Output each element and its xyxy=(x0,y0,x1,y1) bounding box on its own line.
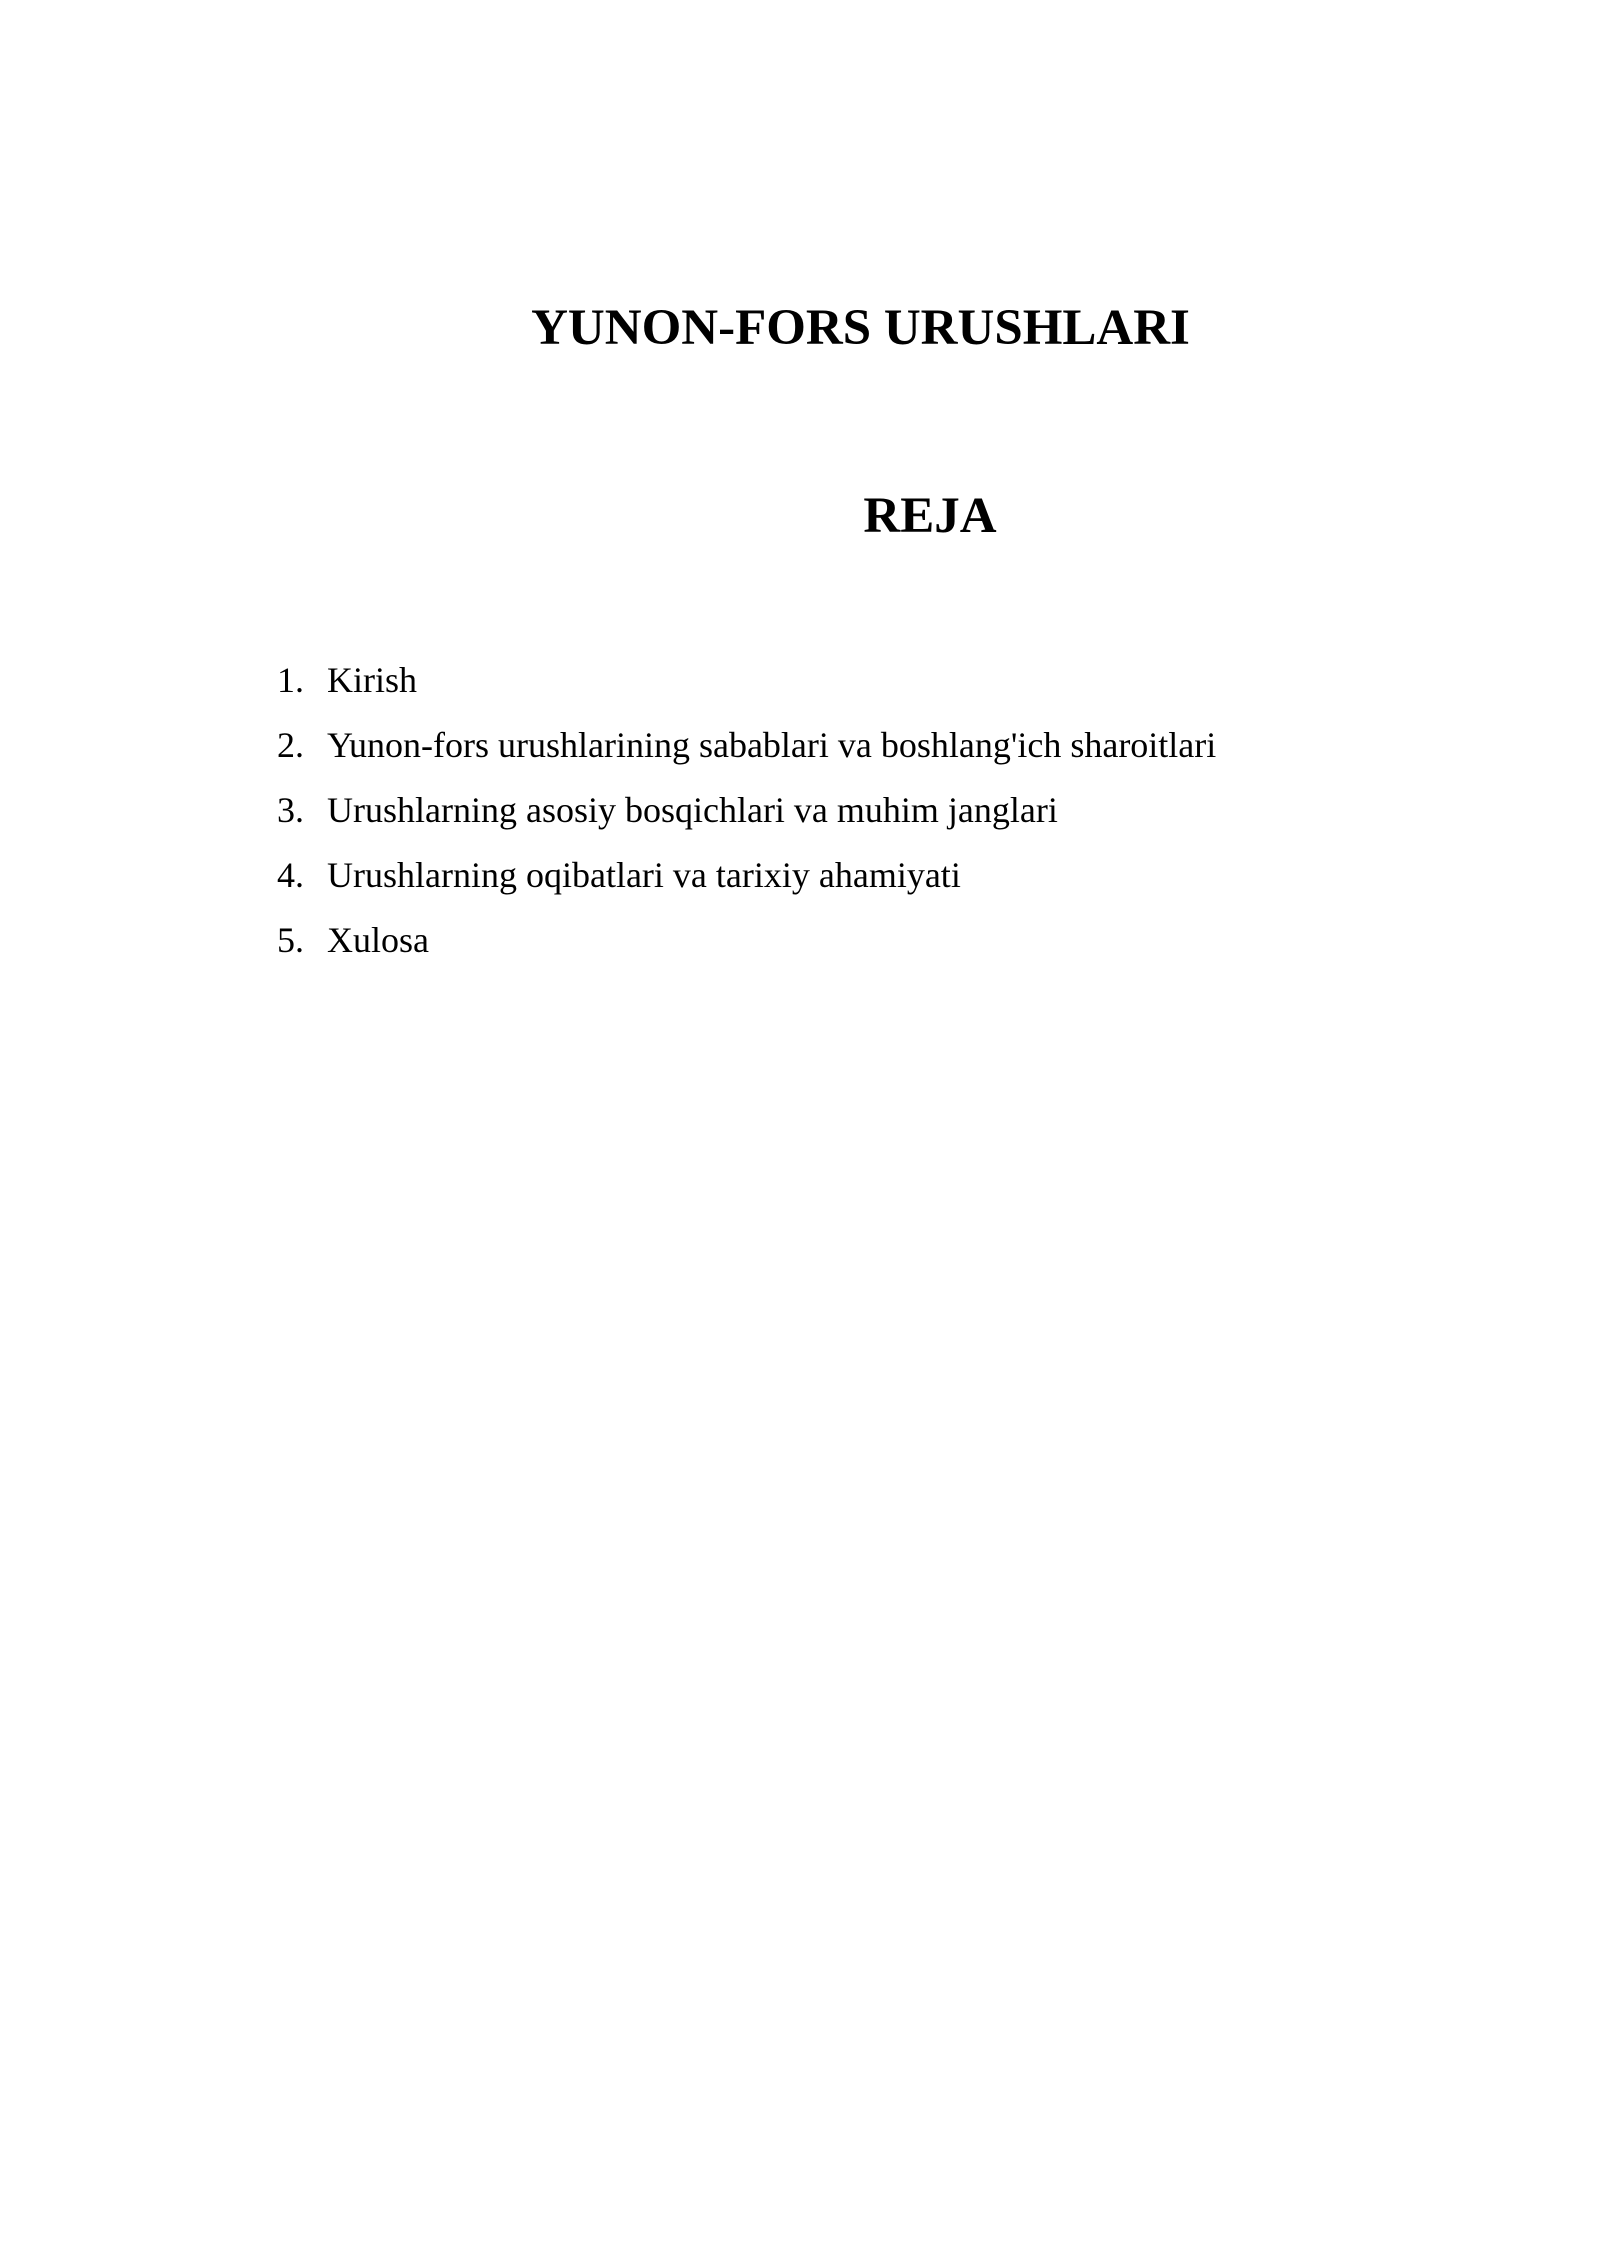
plan-list xyxy=(277,648,1216,973)
plan-item-5 xyxy=(277,908,1216,973)
plan-item-text: Urushlarning oqibatlari va tarixiy ahamiyati xyxy=(327,855,961,895)
plan-item-number: 3. xyxy=(277,790,304,830)
plan-item-number: 2. xyxy=(277,725,304,765)
plan-item-2 xyxy=(277,713,1216,778)
plan-item-1 xyxy=(277,648,1216,713)
plan-item-3 xyxy=(277,778,1216,843)
plan-item-number: 4. xyxy=(277,855,304,895)
document-title: YUNON-FORS URUSHLARI xyxy=(531,300,1190,356)
plan-item-4 xyxy=(277,843,1216,908)
plan-heading: REJA xyxy=(863,488,997,544)
plan-item-text: Xulosa xyxy=(327,920,429,960)
plan-item-text: Urushlarning asosiy bosqichlari va muhim janglari xyxy=(327,790,1058,830)
plan-item-number: 1. xyxy=(277,660,304,700)
plan-item-text: Kirish xyxy=(327,660,417,700)
plan-item-number: 5. xyxy=(277,920,304,960)
plan-item-text: Yunon-fors urushlarining sabablari va boshlang'ich sharoitlari xyxy=(327,725,1217,765)
